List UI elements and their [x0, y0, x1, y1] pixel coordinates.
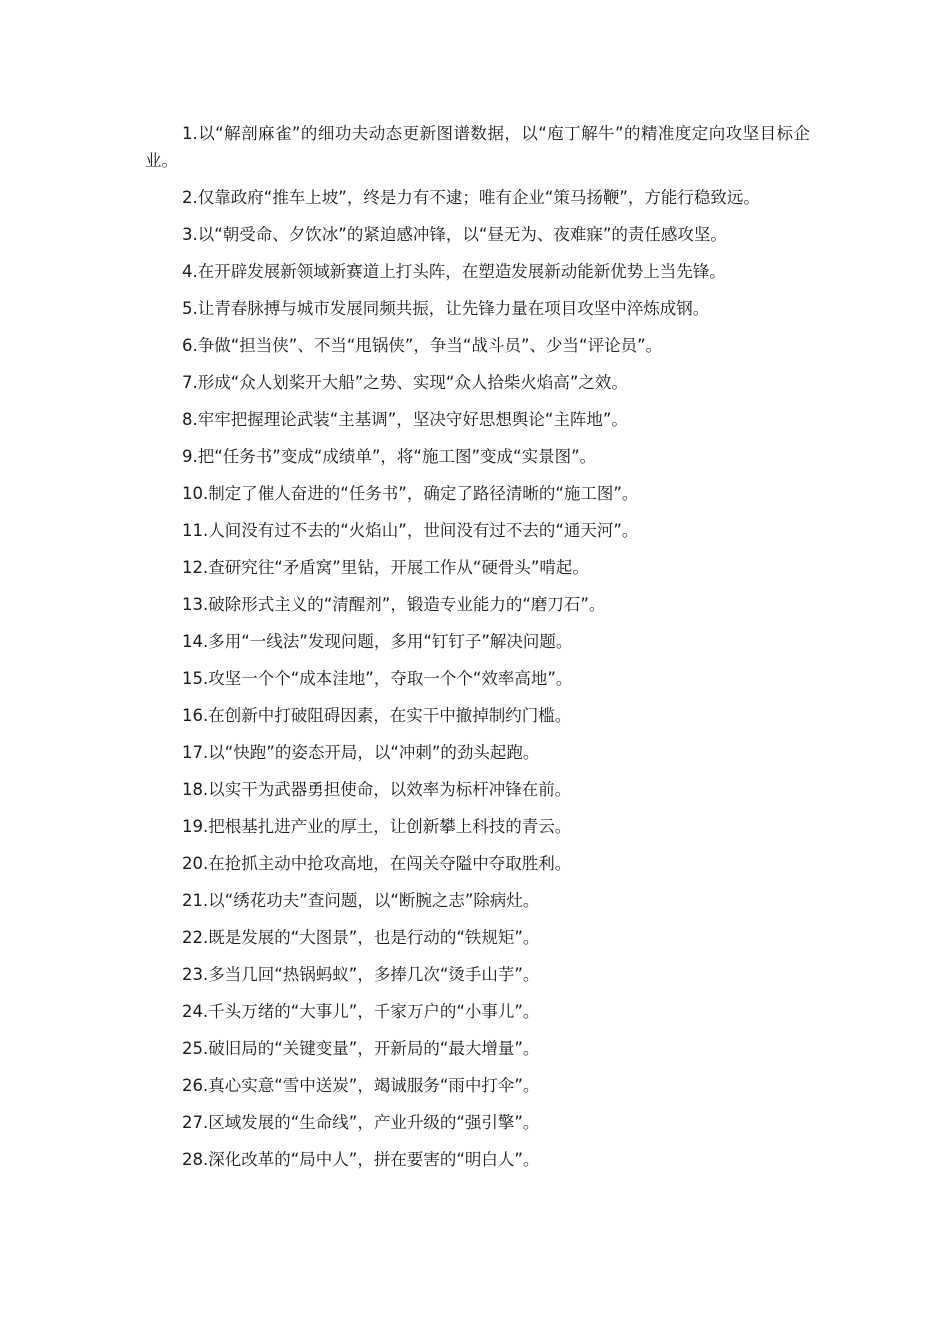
- paragraph-19: 19.把根基扎进产业的厚土，让创新攀上科技的青云。: [182, 817, 572, 836]
- paragraph-9: 9.把“任务书”变成“成绩单”，将“施工图”变成“实景图”。: [182, 447, 597, 466]
- paragraph-8: 8.牢牢把握理论武装“主基调”，坚决守好思想舆论“主阵地”。: [182, 410, 628, 429]
- paragraph-13: 13.破除形式主义的“清醒剂”，锻造专业能力的“磨刀石”。: [182, 595, 606, 614]
- paragraph-16: 16.在创新中打破阻碍因素，在实干中撤掉制约门槛。: [182, 706, 572, 725]
- paragraph-2: 2.仅靠政府“推车上坡”，终是力有不逮；唯有企业“策马扬鞭”，方能行稳致远。: [182, 188, 760, 207]
- paragraph-18: 18.以实干为武器勇担使命，以效率为标杆冲锋在前。: [182, 780, 572, 799]
- paragraph-1: 1.以“解剖麻雀”的细功夫动态更新图谱数据，以“庖丁解牛”的精准度定向攻坚目标企业。: [145, 124, 810, 170]
- paragraph-14: 14.多用“一线法”发现问题，多用“钉钉子”解决问题。: [182, 632, 573, 651]
- paragraph-22: 22.既是发展的“大图景”，也是行动的“铁规矩”。: [182, 928, 540, 947]
- paragraph-24: 24.千头万绪的“大事儿”，千家万户的“小事儿”。: [182, 1002, 540, 1021]
- paragraph-23: 23.多当几回“热锅蚂蚁”，多捧几次“烫手山芋”。: [182, 965, 540, 984]
- paragraph-27: 27.区域发展的“生命线”，产业升级的“强引擎”。: [182, 1113, 540, 1132]
- paragraph-4: 4.在开辟发展新领域新赛道上打头阵，在塑造发展新动能新优势上当先锋。: [182, 262, 726, 281]
- document-page: [145, 120, 810, 1183]
- paragraph-10: 10.制定了催人奋进的“任务书”，确定了路径清晰的“施工图”。: [182, 484, 639, 503]
- paragraph-25: 25.破旧局的“关键变量”，开新局的“最大增量”。: [182, 1039, 540, 1058]
- paragraph-28: 28.深化改革的“局中人”，拼在要害的“明白人”。: [182, 1150, 540, 1169]
- paragraph-7: 7.形成“众人划桨开大船”之势、实现“众人拾柴火焰高”之效。: [182, 373, 628, 392]
- paragraph-11: 11.人间没有过不去的“火焰山”，世间没有过不去的“通天河”。: [182, 521, 639, 540]
- paragraph-20: 20.在抢抓主动中抢攻高地，在闯关夺隘中夺取胜利。: [182, 854, 572, 873]
- paragraph-21: 21.以“绣花功夫”查问题，以“断腕之志”除病灶。: [182, 891, 540, 910]
- paragraph-12: 12.查研究往“矛盾窝”里钻，开展工作从“硬骨头”啃起。: [182, 558, 589, 577]
- paragraph-5: 5.让青春脉搏与城市发展同频共振，让先锋力量在项目攻坚中淬炼成钢。: [182, 299, 710, 318]
- paragraph-17: 17.以“快跑”的姿态开局，以“冲刺”的劲头起跑。: [182, 743, 540, 762]
- paragraph-15: 15.攻坚一个个“成本洼地”，夺取一个个“效率高地”。: [182, 669, 573, 688]
- paragraph-6: 6.争做“担当侠”、不当“甩锅侠”，争当“战斗员”、少当“评论员”。: [182, 336, 663, 355]
- paragraph-26: 26.真心实意“雪中送炭”，竭诚服务“雨中打伞”。: [182, 1076, 540, 1095]
- paragraph-3: 3.以“朝受命、夕饮冰”的紧迫感冲锋，以“昼无为、夜难寐”的责任感攻坚。: [182, 225, 727, 244]
